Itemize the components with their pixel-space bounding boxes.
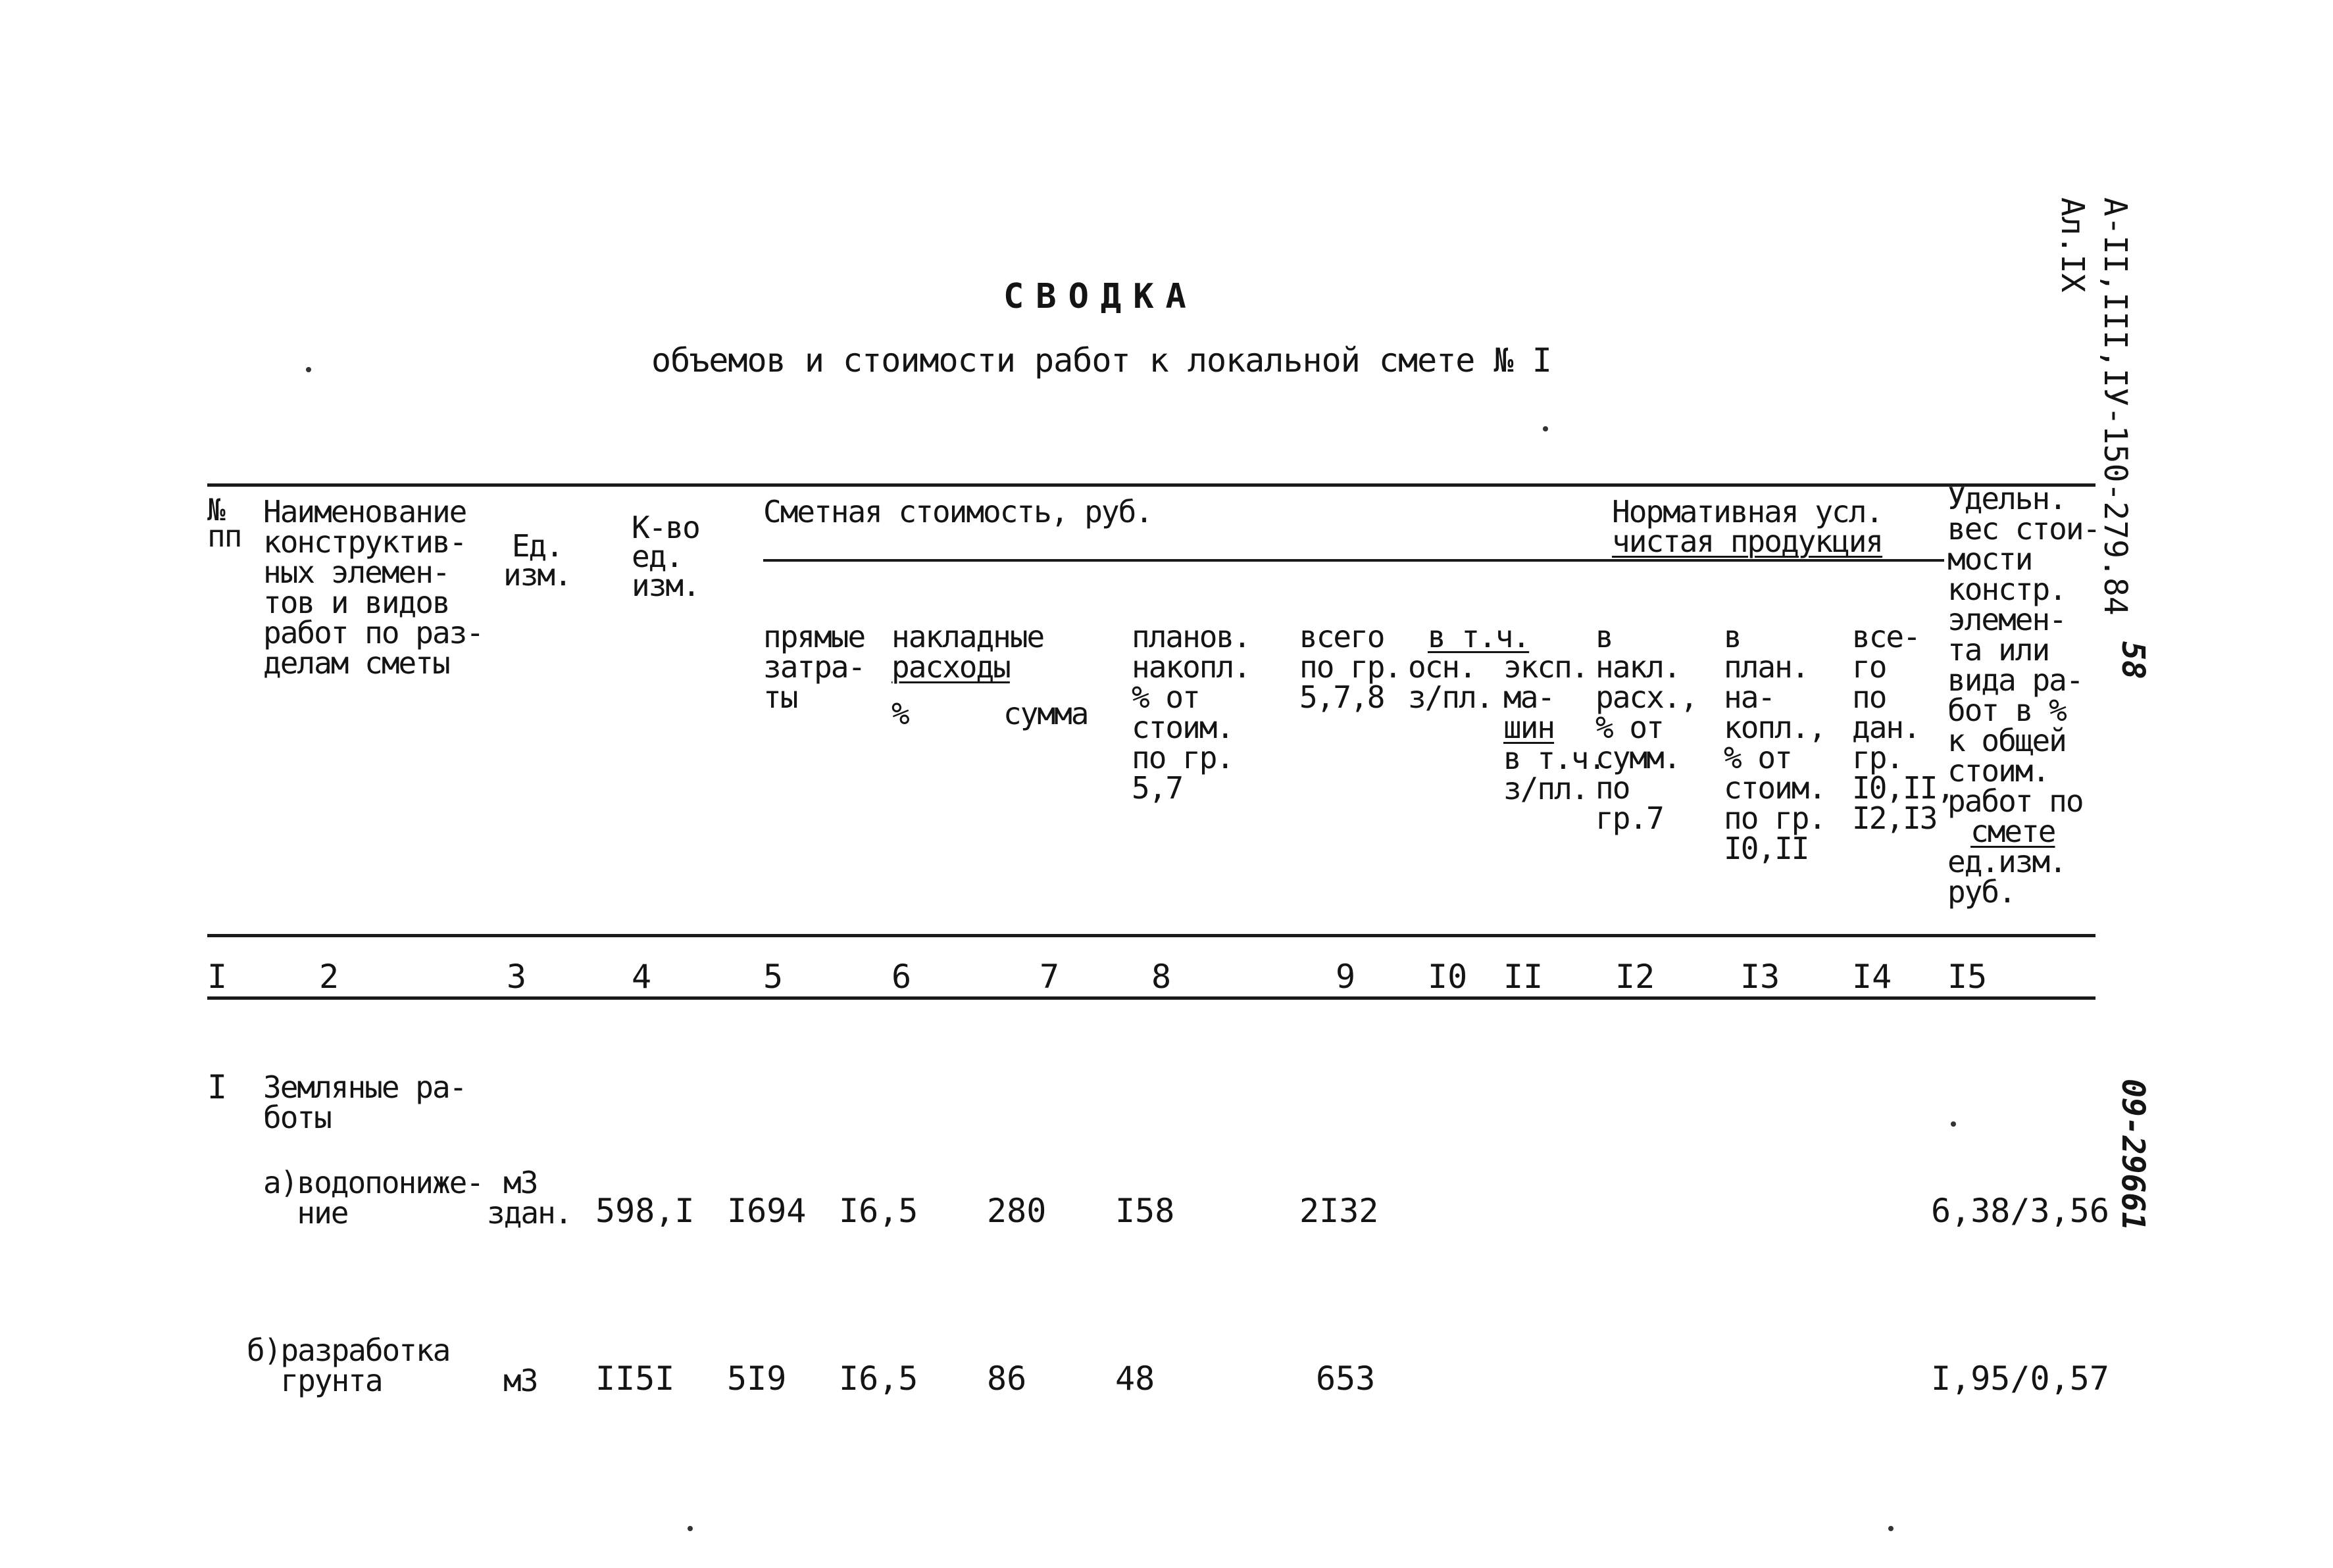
colnum-11: II (1503, 958, 1543, 996)
colnum-5: 5 (763, 958, 784, 996)
header-col3: Ед. изм. (503, 528, 571, 593)
colnum-8: 8 (1151, 958, 1172, 996)
colnum-4: 4 (632, 958, 652, 996)
colnum-7: 7 (1040, 958, 1060, 996)
scan-speck (1888, 1526, 1894, 1531)
table-top-rule (207, 483, 2095, 487)
document-title: СВОДКА (1003, 277, 1198, 316)
colnum-13: I3 (1740, 958, 1780, 996)
row-overhead-sum: 280 (987, 1192, 1047, 1230)
row-planned: I58 (1115, 1192, 1175, 1230)
header-col5: прямые затра- ты (763, 619, 865, 715)
scan-speck (306, 367, 311, 372)
header-col1: № пп (207, 492, 241, 554)
header-col15-b: смете (1970, 814, 2055, 849)
colnum-1: I (207, 958, 228, 996)
header-col13: в план. на- копл., % от стоим. по гр. I0,II (1724, 619, 1826, 866)
side-code (2099, 197, 2132, 616)
header-col14: все- го по дан. гр. I0,II, I2,I3 (1852, 619, 1954, 836)
header-group-norm-2: чистая продукция (1612, 524, 1883, 559)
header-col11-c: в т.ч. з/пл. (1503, 741, 1605, 806)
colnum-3: 3 (507, 958, 527, 996)
column-numbers-rule (207, 996, 2095, 1000)
header-col6: % (891, 696, 909, 731)
scan-speck (688, 1526, 693, 1531)
row-overhead-pct: I6,5 (839, 1192, 918, 1230)
scan-speck (1543, 426, 1548, 431)
colnum-6: 6 (891, 958, 912, 996)
header-col6-7-group: накладные (891, 619, 1044, 654)
colnum-10: I0 (1428, 958, 1468, 996)
header-bottom-rule (207, 934, 2095, 937)
side-code-2 (2056, 197, 2089, 293)
header-col7: сумма (1003, 696, 1088, 731)
row-unit-line-2: здан. (487, 1195, 572, 1231)
group-rule (763, 559, 1944, 562)
header-col4: К-во ед. изм. (632, 510, 699, 603)
header-col15-c: ед.изм. руб. (1947, 844, 2066, 910)
header-group-norm-1: Нормативная усл. (1612, 494, 1883, 529)
row-name: б)разработка грунта (247, 1333, 450, 1398)
colnum-14: I4 (1852, 958, 1892, 996)
header-col9: всего по гр. 5,7,8 (1299, 619, 1401, 715)
header-col10: осн. з/пл. (1408, 649, 1493, 715)
row-overhead-pct: I6,5 (839, 1360, 918, 1398)
row-overhead-sum: 86 (987, 1360, 1027, 1398)
row-qty: II5I (595, 1360, 675, 1398)
header-col2: Наименование конструктив- ных элемен- тов и видов работ по раз- делам сметы (263, 494, 484, 681)
row-direct-cost: 5I9 (727, 1360, 787, 1398)
row-unit: м3 (503, 1363, 538, 1398)
row-total: 653 (1316, 1360, 1376, 1398)
document-subtitle: объемов и стоимости работ к локальной смете № I (651, 341, 1551, 380)
header-col15-a: Удельн. вес стои- мости констр. элемен- та или вида ра- бот в % к общей стоим. работ по (1947, 481, 2100, 819)
header-col11-a: эксп. ма- (1503, 649, 1588, 715)
header-col8: планов. накопл. % от стоим. по гр. 5,7 (1132, 619, 1250, 806)
row-share: I,95/0,57 (1931, 1360, 2109, 1398)
side-code-line-2: Ал.IX (2054, 197, 2091, 293)
row-direct-cost: I694 (727, 1192, 807, 1230)
section-number: I (207, 1068, 228, 1106)
colnum-15: I5 (1947, 958, 1988, 996)
side-number: 09-29661 (2115, 1079, 2151, 1231)
header-group-cost: Сметная стоимость, руб. (763, 494, 1152, 529)
row-unit-line-1: м3 (503, 1165, 538, 1200)
colnum-12: I2 (1615, 958, 1655, 996)
header-col6-7-group-2: расходы (891, 649, 1010, 685)
side-code-line-1: А-II,III,IУ-150-279.84 (2097, 197, 2134, 616)
header-col10-top: в т.ч. (1428, 619, 1530, 654)
colnum-2: 2 (319, 958, 339, 996)
row-qty: 598,I (595, 1192, 695, 1230)
header-col11-b: шин (1503, 710, 1555, 745)
colnum-9: 9 (1336, 958, 1356, 996)
row-share: 6,38/3,56 (1931, 1192, 2109, 1230)
row-name: а)водопониже- ние (263, 1165, 484, 1231)
row-planned: 48 (1115, 1360, 1155, 1398)
page-number: 58 (2115, 641, 2151, 679)
section-name: Земляные ра- боты (263, 1069, 466, 1135)
scan-speck (1951, 1121, 1956, 1127)
header-col12: в накл. расх., % от сумм. по гр.7 (1595, 619, 1697, 836)
row-total: 2I32 (1299, 1192, 1379, 1230)
